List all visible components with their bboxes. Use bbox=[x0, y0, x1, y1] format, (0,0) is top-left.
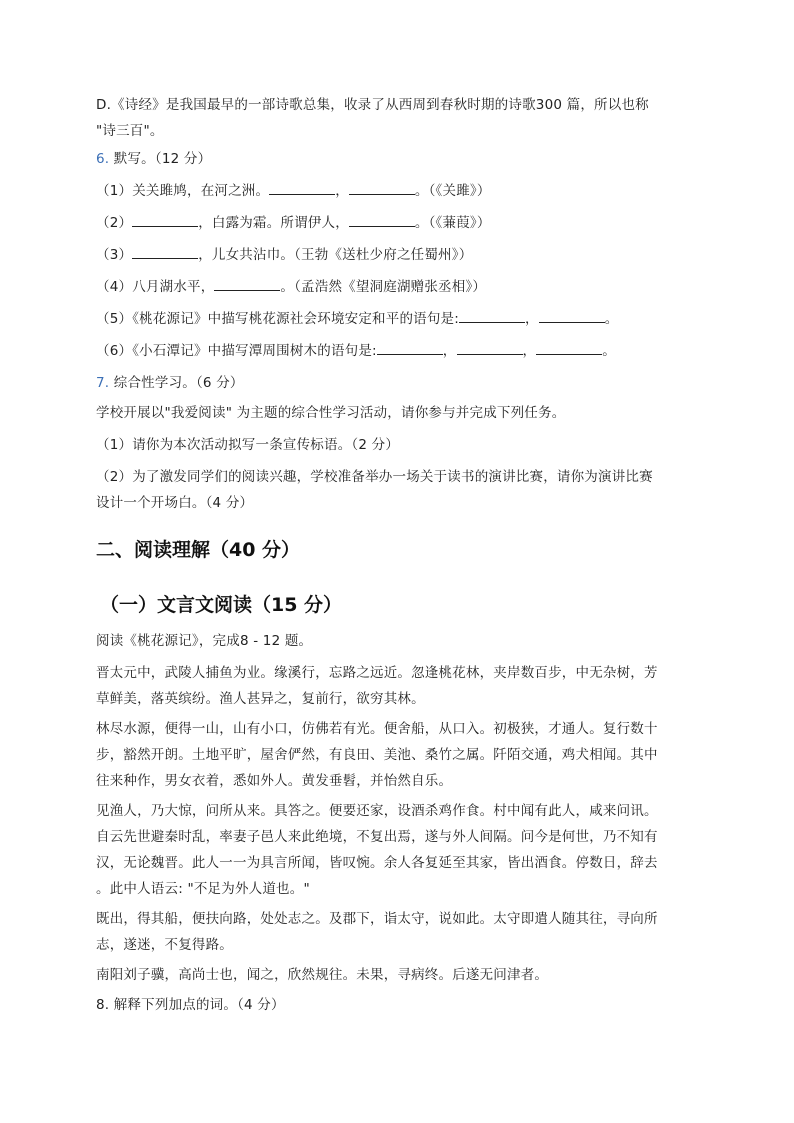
answer-blank[interactable] bbox=[536, 342, 602, 355]
q6-item-5-sep: ， bbox=[525, 311, 539, 327]
q7-number: 7. bbox=[96, 375, 110, 391]
q6-item-3 bbox=[96, 242, 706, 268]
q6-item-2 bbox=[96, 210, 706, 236]
q6-item-2-text: ，白露为霜。所谓伊人， bbox=[198, 215, 349, 231]
passage-paragraph-1-line1: 晋太元中，武陵人捕鱼为业。缘溪行，忘路之远近。忽逢桃花林，夹岸数百步，中无杂树，芳 bbox=[96, 665, 658, 681]
q6-item-1-source: 。（《关雎》） bbox=[414, 183, 491, 199]
answer-blank[interactable] bbox=[132, 214, 198, 227]
q5-option-d-line2: "诗三百"。 bbox=[96, 123, 164, 139]
passage-paragraph-3-line1: 见渔人，乃大惊，问所从来。具答之。便要还家，设酒杀鸡作食。村中闻有此人，咸来问讯。 bbox=[96, 803, 658, 819]
q7-task-2-line2: 设计一个开场白。（4 分） bbox=[96, 495, 254, 511]
passage-paragraph-2-line1: 林尽水源，便得一山，山有小口，仿佛若有光。便舍船，从口入。初极狭，才通人。复行数十 bbox=[96, 721, 658, 737]
answer-blank[interactable] bbox=[269, 182, 335, 195]
q6-item-1-text: （1）关关雎鸠，在河之洲。 bbox=[96, 183, 270, 199]
q6-item-3-text: ，儿女共沾巾。（王勃《送杜少府之任蜀州》） bbox=[198, 247, 473, 263]
q6-title: 默写。（12 分） bbox=[109, 151, 212, 167]
q7-heading bbox=[96, 370, 706, 396]
q7-intro: 学校开展以"我爱阅读" 为主题的综合性学习活动，请你参与并完成下列任务。 bbox=[96, 405, 566, 421]
answer-blank[interactable] bbox=[459, 310, 525, 323]
q6-item-4-source: 。（孟浩然《望洞庭湖赠张丞相》） bbox=[280, 279, 487, 295]
q6-item-5 bbox=[96, 306, 706, 332]
q6-item-4 bbox=[96, 274, 706, 300]
q6-item-5-text: （5）《桃花源记》中描写桃花源社会环境安定和平的语句是: bbox=[96, 311, 459, 327]
answer-blank[interactable] bbox=[214, 278, 280, 291]
passage-paragraph-5-line1: 南阳刘子骥，高尚士也，闻之，欣然规往。未果，寻病终。后遂无问津者。 bbox=[96, 967, 549, 983]
passage-paragraph-3-line2: 自云先世避秦时乱，率妻子邑人来此绝境，不复出焉，遂与外人间隔。问今是何世，乃不知有 bbox=[96, 829, 658, 845]
q6-item-1-sep: ， bbox=[335, 183, 349, 199]
q6-item-6-sep1: ， bbox=[442, 343, 457, 359]
passage-paragraph-1-line2: 草鲜美，落英缤纷。渔人甚异之，复前行，欲穷其林。 bbox=[96, 691, 425, 707]
section-heading-reading: 二、阅读理解（40 分） bbox=[96, 539, 301, 561]
reading-instruction: 阅读《桃花源记》，完成8 - 12 题。 bbox=[96, 633, 313, 649]
q7-task-2-line1: （2）为了激发同学们的阅读兴趣，学校准备举办一场关于读书的演讲比赛，请你为演讲比赛 bbox=[96, 469, 653, 485]
q7-title: 综合性学习。（6 分） bbox=[109, 375, 244, 391]
answer-blank[interactable] bbox=[349, 182, 415, 195]
passage-paragraph-2-line3: 往来种作，男女衣着，悉如外人。黄发垂髫，并怡然自乐。 bbox=[96, 773, 453, 789]
q6-item-2-source: 。（《蒹葭》） bbox=[414, 215, 491, 231]
passage-paragraph-2-line2: 步，豁然开朗。土地平旷，屋舍俨然，有良田、美池、桑竹之属。阡陌交通，鸡犬相闻。其中 bbox=[96, 747, 658, 763]
passage-paragraph-4-line1: 既出，得其船，便扶向路，处处志之。及郡下，诣太守，说如此。太守即遣人随其往，寻向所 bbox=[96, 911, 658, 927]
passage-paragraph-3-line3: 汉，无论魏晋。此人一一为具言所闻，皆叹惋。余人各复延至其家，皆出酒食。停数日，辞去 bbox=[96, 855, 658, 871]
q6-number: 6. bbox=[96, 151, 110, 167]
passage-paragraph-3-line4: 。此中人语云: "不足为外人道也。" bbox=[96, 881, 310, 897]
q6-item-4-text: （4）八月湖水平， bbox=[96, 279, 215, 295]
answer-blank[interactable] bbox=[457, 342, 523, 355]
q6-heading bbox=[96, 146, 706, 172]
q6-item-5-end: 。 bbox=[604, 311, 619, 327]
q5-option-d-line1: D.《诗经》是我国最早的一部诗歌总集，收录了从西周到春秋时期的诗歌300 篇，所以也称 bbox=[96, 97, 649, 113]
q6-item-6-text: （6）《小石潭记》中描写潭周围树木的语句是: bbox=[96, 343, 377, 359]
q6-item-1 bbox=[96, 178, 706, 204]
q6-item-3-label: （3） bbox=[96, 247, 133, 263]
answer-blank[interactable] bbox=[132, 246, 198, 259]
passage-paragraph-4-line2: 志，遂迷，不复得路。 bbox=[96, 937, 233, 953]
q6-item-2-label: （2） bbox=[96, 215, 133, 231]
answer-blank[interactable] bbox=[539, 310, 605, 323]
q8-heading: 8. 解释下列加点的词。（4 分） bbox=[96, 997, 285, 1013]
q6-item-6-end: 。 bbox=[602, 343, 616, 359]
q6-item-6 bbox=[96, 338, 706, 364]
q6-item-6-sep2: ， bbox=[522, 343, 537, 359]
answer-blank[interactable] bbox=[349, 214, 415, 227]
q7-task-1: （1）请你为本次活动拟写一条宣传标语。（2 分） bbox=[96, 437, 400, 453]
subsection-heading-classical: （一）文言文阅读（15 分） bbox=[100, 594, 343, 616]
answer-blank[interactable] bbox=[377, 342, 443, 355]
